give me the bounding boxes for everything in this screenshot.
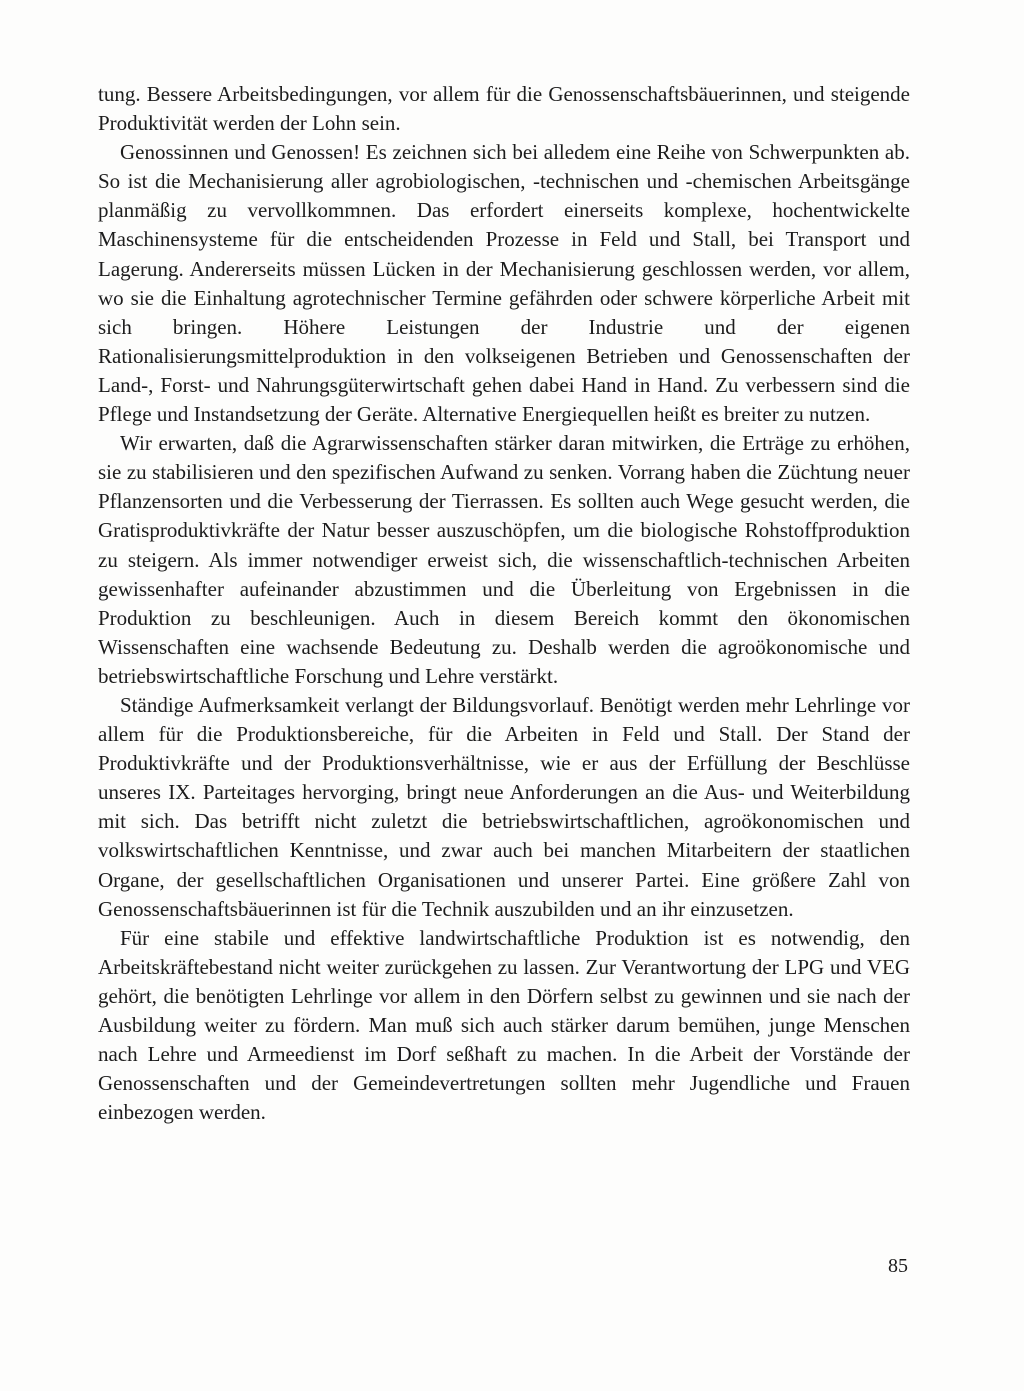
paragraph-5: Für eine stabile und effektive landwirtschaftliche Produktion ist es notwendig, den Arbeitskräftebestand nicht weiter zurückgehen zu lassen. Zur Verantwortung der LPG und VEG gehört, die benötigten Lehrlinge vor allem in den Dörfern selbst zu gewinnen und sie nach der Ausbildung weiter zu fördern. Man muß sich auch stärker darum bemühen, junge Menschen nach Lehre und Armeedienst im Dorf seßhaft zu machen. In die Arbeit der Vorstände der Genossenschaften und der Gemeindevertretungen sollten mehr Jugendliche und Frauen einbezogen werden. — [98, 925, 910, 1125]
paragraph-1: tung. Bessere Arbeitsbedingungen, vor allem für die Genossenschaftsbäuerinnen, und steigende Produktivität werden der Lohn sein. — [98, 82, 910, 136]
paragraph-2: Genossinnen und Genossen! Es zeichnen sich bei alledem eine Reihe von Schwerpunkten ab. So ist die Mechanisierung aller agrobiologischen, -technischen und -chemischen Arbeitsgänge planmäßig zu vervollkommnen. Das erfordert einerseits komplexe, hochentwickelte Maschinensysteme für die entscheidenden Prozesse in Feld und Stall, bei Transport und Lagerung. Andererseits müssen Lücken in der Mechanisierung geschlossen werden, vor allem, wo sie die Einhaltung agrotechnischer Termine gefährden oder schwere körperliche Arbeit mit sich bringen. Höhere Leistungen der Industrie und der eigenen Rationalisierungsmittelproduktion in den volkseigenen Betrieben und Genossenschaften der Land-, Forst- und Nahrungsgüterwirtschaft gehen dabei Hand in Hand. Zu verbessern sind die Pflege und Instandsetzung der Geräte. Alternative Energiequellen heißt es breiter zu nutzen. — [98, 140, 910, 427]
paragraph-3: Wir erwarten, daß die Agrarwissenschaften stärker daran mitwirken, die Erträge zu erhöhen, sie zu stabilisieren und den spezifischen Aufwand zu senken. Vorrang haben die Züchtung neuer Pflanzensorten und die Verbesserung der Tierrassen. Es sollten auch Wege gesucht werden, die Gratisproduktivkräfte der Natur besser auszuschöpfen, um die biologische Rohstoffproduktion zu steigern. Als immer notwendiger erweist sich, die wissenschaftlich-technischen Arbeiten gewissenhafter aufeinander abzustimmen und die Überleitung von Ergebnissen in die Produktion zu beschleunigen. Auch in diesem Bereich kommt den ökonomischen Wissenschaften eine wachsende Bedeutung zu. Deshalb werden die agroökonomische und betriebswirtschaftliche Forschung und Lehre verstärkt. — [98, 431, 910, 688]
paragraph-4: Ständige Aufmerksamkeit verlangt der Bildungsvorlauf. Benötigt werden mehr Lehrlinge vor allem für die Produktionsbereiche, für die Arbeiten in Feld und Stall. Der Stand der Produktivkräfte und der Produktionsverhältnisse, wie er aus der Erfüllung der Beschlüsse unseres IX. Parteitages hervorging, bringt neue Anforderungen an die Aus- und Weiterbildung mit sich. Das betrifft nicht zuletzt die betriebswirtschaftlichen, agroökonomischen und volkswirtschaftlichen Kenntnisse, und zwar auch bei manchen Mitarbeitern der staatlichen Organe, der gesellschaftlichen Organisationen und unserer Partei. Eine größere Zahl von Genossenschaftsbäuerinnen ist für die Technik auszubilden und an ihr einzusetzen. — [98, 692, 910, 921]
page-number: 85 — [888, 1255, 908, 1277]
body-text — [98, 80, 910, 1127]
